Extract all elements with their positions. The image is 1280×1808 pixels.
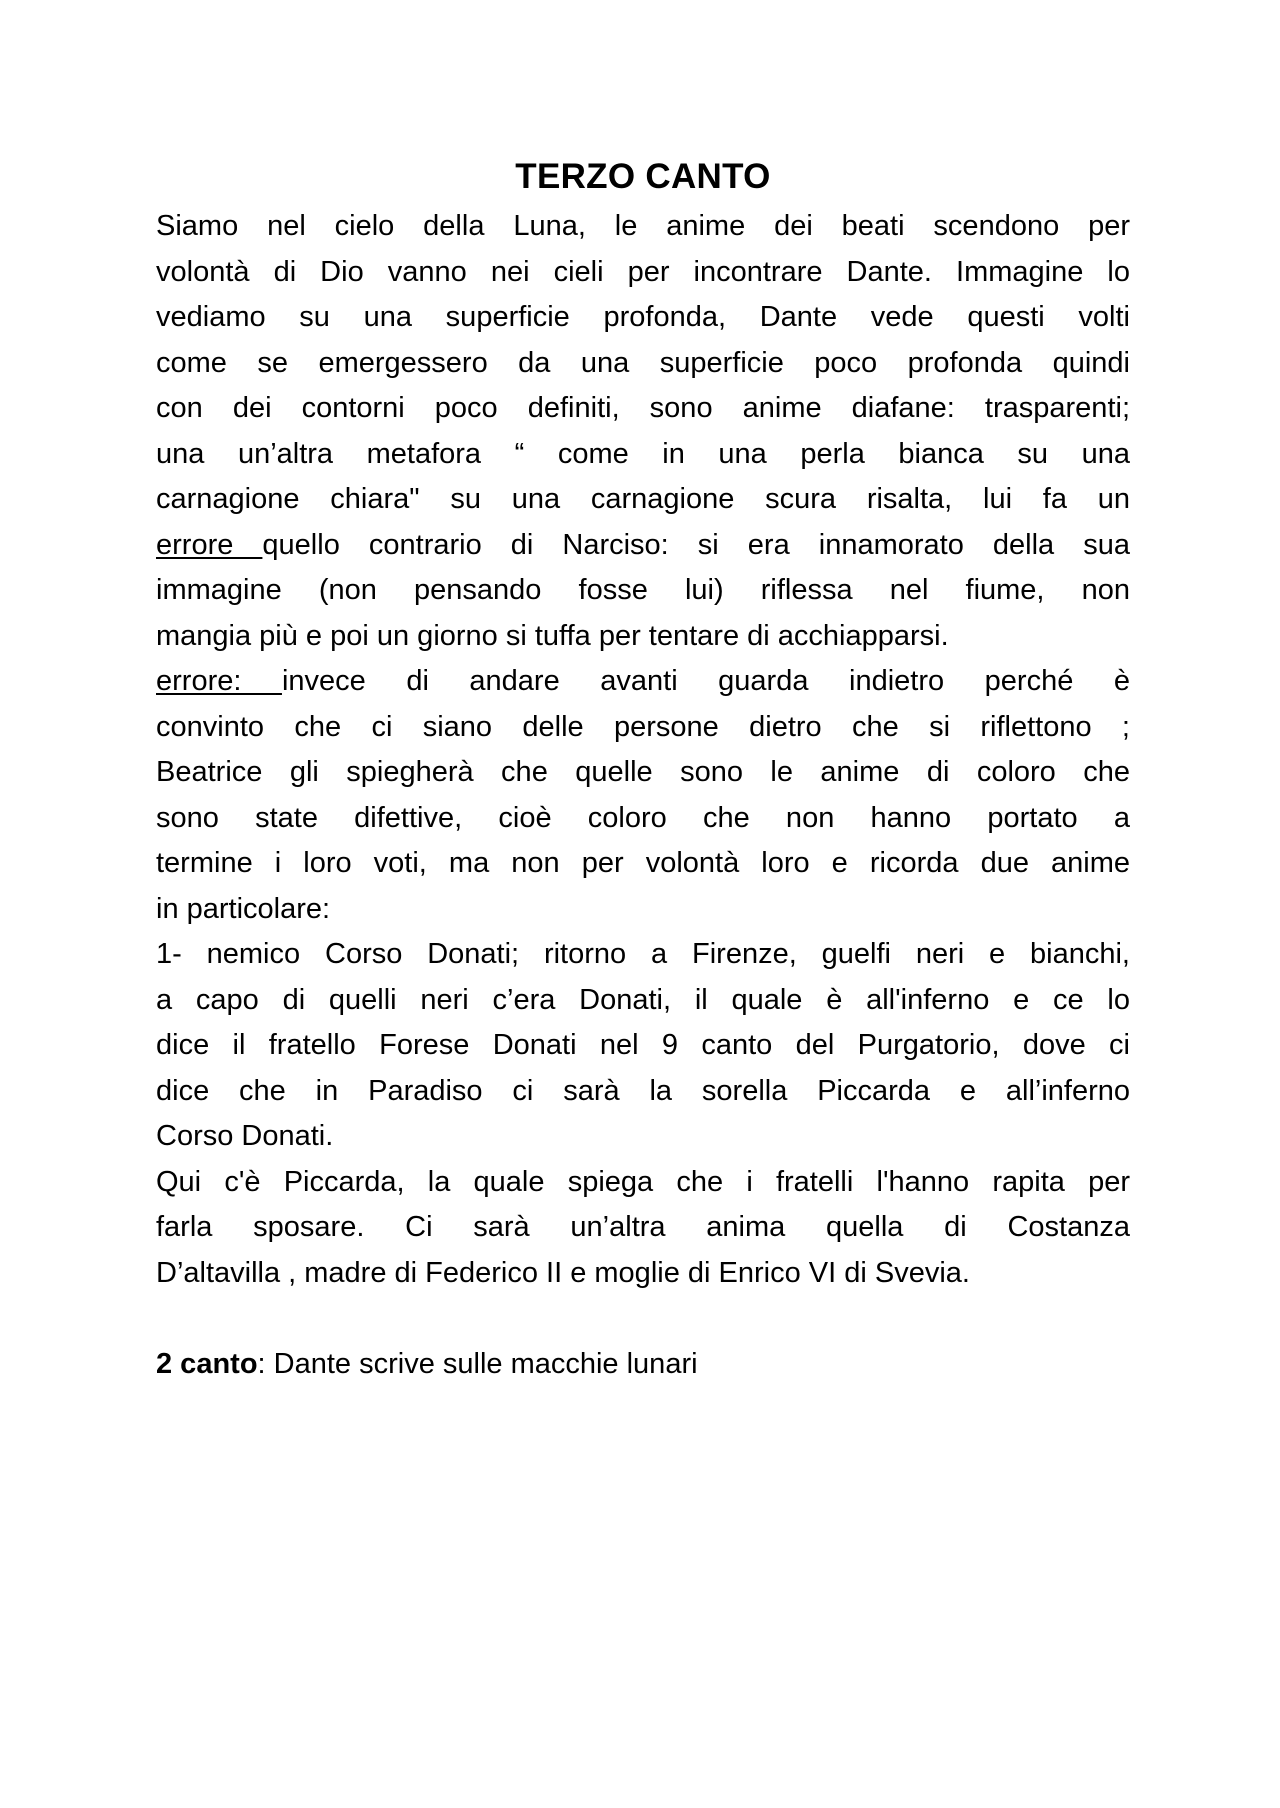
text-line: dice il fratello Forese Donati nel 9 canto del Purgatorio, dove ci <box>156 1029 1130 1061</box>
text-line: come se emergessero da una superficie poco profonda quindi <box>156 346 1130 379</box>
blank-line <box>156 1296 1130 1342</box>
text-line: 1- nemico Corso Donati; ritorno a Firenze, guelfi neri e bianchi, <box>156 938 1130 970</box>
paragraph-2 <box>156 659 1130 932</box>
text-line: Corso Donati. <box>156 1120 334 1152</box>
text-segment: invece di andare avanti guarda indietro perché è <box>281 665 1130 697</box>
underlined-word: errore: <box>156 665 282 697</box>
text-line: immagine (non pensando fosse lui) riflessa nel fiume, non <box>156 574 1130 606</box>
text-line: D’altavilla , madre di Federico II e moglie di Enrico VI di Svevia. <box>156 1256 970 1289</box>
note-text: : Dante scrive sulle macchie lunari <box>257 1347 698 1380</box>
paragraph-4 <box>156 1160 1130 1297</box>
text-line: vediamo su una superficie profonda, Dante vede questi volti <box>156 301 1130 333</box>
underlined-word: errore <box>156 528 263 561</box>
text-line: termine i loro voti, ma non per volontà loro e ricorda due anime <box>156 847 1130 879</box>
canto-note <box>156 1342 1130 1388</box>
text-line-error <box>156 659 1130 705</box>
text-line: carnagione chiara" su una carnagione scura risalta, lui fa un <box>156 483 1130 515</box>
text-line: a capo di quelli neri c’era Donati, il quale è all'inferno e ce lo <box>156 983 1130 1016</box>
text-line: in particolare: <box>156 892 331 925</box>
page-title: TERZO CANTO <box>515 157 771 196</box>
text-line: Beatrice gli spiegherà che quelle sono le anime di coloro che <box>156 756 1130 788</box>
text-line: mangia più e poi un giorno si tuffa per tentare di acchiapparsi. <box>156 619 949 652</box>
text-line: Qui c'è Piccarda, la quale spiega che i fratelli l'hanno rapita per <box>156 1165 1130 1198</box>
text-line-error <box>156 523 1130 569</box>
text-line: farla sposare. Ci sarà un’altra anima quella di Costanza <box>156 1211 1130 1243</box>
text-line: una un’altra metafora “ come in una perla bianca su una <box>156 437 1130 470</box>
text-line: sono state difettive, cioè coloro che non hanno portato a <box>156 801 1130 834</box>
text-segment: quello contrario di Narciso: si era innamorato della sua <box>262 528 1130 561</box>
text-line: con dei contorni poco definiti, sono anime diafane: trasparenti; <box>156 392 1130 424</box>
text-line: volontà di Dio vanno nei cieli per incontrare Dante. Immagine lo <box>156 255 1130 288</box>
note-label: 2 canto <box>156 1347 258 1380</box>
paragraph-3 <box>156 932 1130 1160</box>
text-line: dice che in Paradiso ci sarà la sorella Piccarda e all’inferno <box>156 1074 1130 1107</box>
paragraph-1 <box>156 204 1130 659</box>
text-line: convinto che ci siano delle persone dietro che si riflettono ; <box>156 710 1130 743</box>
document-body <box>156 150 1130 1387</box>
text-line: Siamo nel cielo della Luna, le anime dei beati scendono per <box>156 210 1130 242</box>
